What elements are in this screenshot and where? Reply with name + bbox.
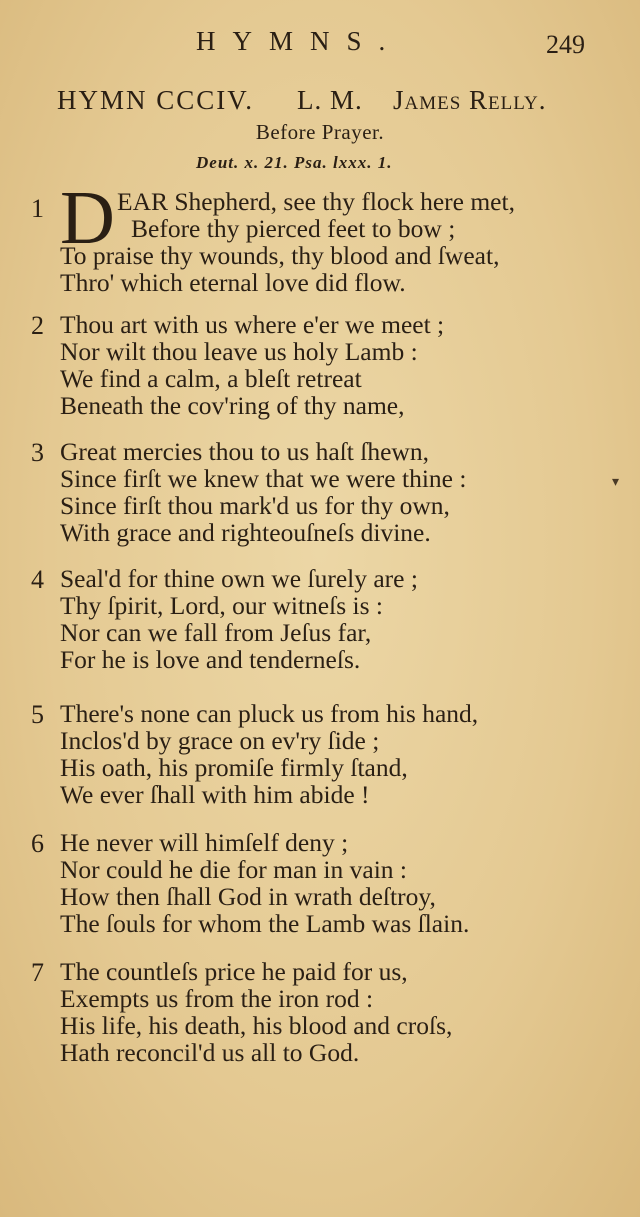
verse-line: How then ſhall God in wrath deſtroy, bbox=[60, 882, 436, 911]
running-head bbox=[0, 26, 640, 66]
verse-line: With grace and righteouſneſs divine. bbox=[60, 518, 431, 547]
verse-line: We find a calm, a bleſt retreat bbox=[60, 364, 362, 393]
drop-cap: D bbox=[60, 176, 115, 260]
verse-line: Before thy pierced feet to bow ; bbox=[131, 214, 456, 243]
hymn-heading bbox=[57, 85, 567, 119]
verse-line: Since firſt we knew that we were thine : bbox=[60, 464, 467, 493]
verse-line: Beneath the cov'ring of thy name, bbox=[60, 391, 405, 420]
verse-line: His life, his death, his blood and croſs, bbox=[60, 1011, 453, 1040]
verse-number: 3 bbox=[31, 438, 44, 467]
scripture-reference: Deut. x. 21. Psa. lxxx. 1. bbox=[196, 153, 393, 172]
verse-line: Hath reconcil'd us all to God. bbox=[60, 1038, 360, 1067]
verse-line: Great mercies thou to us haſt ſhewn, bbox=[60, 437, 429, 466]
verse-line: He never will himſelf deny ; bbox=[60, 828, 349, 857]
verse-line: There's none can pluck us from his hand, bbox=[60, 699, 479, 728]
hymn-number: HYMN CCCIV. bbox=[57, 85, 255, 115]
verse-line: Thy ſpirit, Lord, our witneſs is : bbox=[60, 591, 383, 620]
hymn-author: James Relly. bbox=[393, 85, 547, 115]
verse-number: 7 bbox=[31, 958, 44, 987]
verse-line: Nor wilt thou leave us holy Lamb : bbox=[60, 337, 418, 366]
running-title: HYMNS. bbox=[196, 26, 403, 56]
verse-line: Since firſt thou mark'd us for thy own, bbox=[60, 491, 450, 520]
verse-line: The ſouls for whom the Lamb was ſlain. bbox=[60, 909, 470, 938]
verse-line: Exempts us from the iron rod : bbox=[60, 984, 374, 1013]
verse-line: Thro' which eternal love did flow. bbox=[60, 268, 406, 297]
page-number: 249 bbox=[546, 30, 585, 59]
verse-number: 1 bbox=[31, 194, 44, 223]
hymn-meter: L. M. bbox=[297, 85, 363, 115]
verse-line: Nor could he die for man in vain : bbox=[60, 855, 407, 884]
hymn-subtitle: Before Prayer. bbox=[255, 120, 385, 144]
verse-number: 6 bbox=[31, 829, 44, 858]
verse-line: To praise thy wounds, thy blood and ſweat, bbox=[60, 241, 500, 270]
verse-line: For he is love and tenderneſs. bbox=[60, 645, 361, 674]
verse-line: His oath, his promiſe firmly ſtand, bbox=[60, 753, 408, 782]
ink-mark: ▾ bbox=[612, 475, 620, 490]
verse-line: Inclos'd by grace on ev'ry ſide ; bbox=[60, 726, 380, 755]
verse-line: Nor can we fall from Jeſus far, bbox=[60, 618, 372, 647]
verse-line: The countleſs price he paid for us, bbox=[60, 957, 408, 986]
verse-number: 2 bbox=[31, 311, 44, 340]
verse-line: EAR Shepherd, see thy flock here met, bbox=[117, 187, 515, 216]
verse-line: Seal'd for thine own we ſurely are ; bbox=[60, 564, 418, 593]
verse-line: Thou art with us where e'er we meet ; bbox=[60, 310, 445, 339]
verse-number: 5 bbox=[31, 700, 44, 729]
verse-line: We ever ſhall with him abide ! bbox=[60, 780, 370, 809]
verse-number: 4 bbox=[31, 565, 44, 594]
